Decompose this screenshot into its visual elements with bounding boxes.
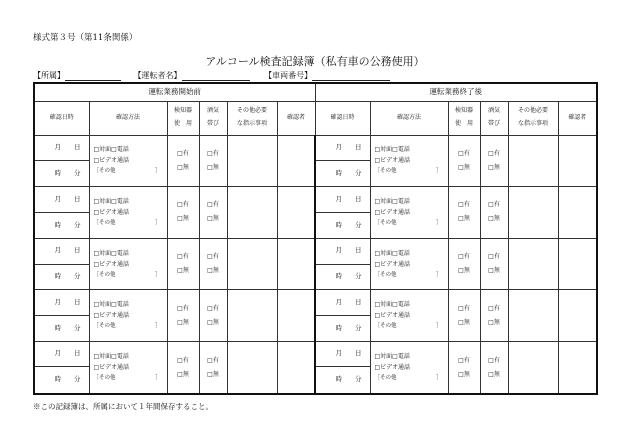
confirmer-cell[interactable] [558,187,597,239]
section-start-header: 運転業務開始前 [34,83,315,101]
alcohol-cell[interactable] [480,187,508,239]
log-body [34,135,597,394]
detector-no-checkbox[interactable]: □無 [458,318,470,326]
detector-no-checkbox[interactable]: □無 [458,163,470,171]
detector-cell[interactable] [167,187,199,239]
alcohol-no-checkbox[interactable]: □無 [207,267,219,275]
detector-yes-checkbox[interactable]: □有 [177,201,189,209]
alcohol-no-checkbox[interactable]: □無 [488,318,500,326]
other-method-field[interactable]: ［その他 ］ [374,219,442,226]
alcohol-yes-checkbox[interactable]: □有 [207,149,219,157]
alcohol-cell[interactable] [480,290,508,342]
video-checkbox[interactable]: □ビデオ通話 [374,157,411,165]
section-end-header: 運転業務終了後 [315,83,597,101]
alcohol-cell[interactable] [480,238,508,290]
instructions-cell[interactable] [508,290,558,342]
time-cell[interactable]: 時 分 [315,212,370,238]
other-method-field[interactable]: ［その他 ］ [93,323,161,330]
video-checkbox[interactable]: □ビデオ通話 [93,312,130,320]
method-cell[interactable] [370,290,448,342]
confirmer-cell[interactable] [277,187,315,239]
alcohol-no-checkbox[interactable]: □無 [207,370,219,378]
detector-cell[interactable] [448,238,480,290]
face-checkbox[interactable]: □対面 [93,146,112,154]
detector-cell[interactable] [167,238,199,290]
time-cell[interactable]: 時 分 [34,212,89,238]
other-method-field[interactable]: ［その他 ］ [93,271,161,278]
instructions-cell[interactable] [508,135,558,187]
detector-no-checkbox[interactable]: □無 [458,370,470,378]
col-confirm-method: 確認方法 [370,101,448,135]
face-checkbox[interactable]: □対面 [374,146,393,154]
face-checkbox[interactable]: □対面 [93,249,112,257]
col-other-instructions: その他必要 な指示事項 [227,101,277,135]
col-detector: 検知器 使 用 [448,101,480,135]
time-cell[interactable]: 時 分 [315,264,370,290]
time-cell[interactable]: 時 分 [34,161,89,187]
method-cell[interactable] [89,135,167,187]
inspection-log-table [33,82,598,395]
phone-checkbox[interactable]: □電話 [392,146,410,154]
instructions-cell[interactable] [227,135,277,187]
video-checkbox[interactable]: □ビデオ通話 [93,208,130,216]
detector-cell[interactable] [448,290,480,342]
other-method-field[interactable]: ［その他 ］ [374,168,442,175]
table-row [34,135,597,161]
detector-yes-checkbox[interactable]: □有 [458,149,470,157]
alcohol-yes-checkbox[interactable]: □有 [488,253,500,261]
alcohol-no-checkbox[interactable]: □無 [488,370,500,378]
col-confirmer: 確認者 [277,101,315,135]
table-row [34,187,597,213]
date-cell[interactable]: 月 日 [34,238,89,264]
alcohol-no-checkbox[interactable]: □無 [488,163,500,171]
alcohol-cell[interactable] [480,342,508,395]
alcohol-yes-checkbox[interactable]: □有 [488,201,500,209]
date-cell[interactable]: 月 日 [34,342,89,367]
video-checkbox[interactable]: □ビデオ通話 [374,260,411,268]
form-number: 様式第３号（第11条関係） [33,33,138,43]
col-alcohol: 酒気 帯び [480,101,508,135]
face-checkbox[interactable]: □対面 [374,249,393,257]
time-cell[interactable]: 時 分 [315,367,370,394]
col-confirmer: 確認者 [558,101,597,135]
method-cell[interactable] [89,238,167,290]
instructions-cell[interactable] [227,290,277,342]
vehicle-field[interactable] [312,71,390,81]
detector-no-checkbox[interactable]: □無 [177,318,189,326]
other-method-field[interactable]: ［その他 ］ [93,375,161,381]
alcohol-yes-checkbox[interactable]: □有 [207,253,219,261]
alcohol-no-checkbox[interactable]: □無 [488,267,500,275]
instructions-cell[interactable] [227,187,277,239]
other-method-field[interactable]: ［その他 ］ [93,219,161,226]
instructions-cell[interactable] [227,342,277,395]
alcohol-no-checkbox[interactable]: □無 [207,318,219,326]
confirmer-cell[interactable] [558,342,597,395]
instructions-cell[interactable] [508,238,558,290]
phone-checkbox[interactable]: □電話 [392,353,410,360]
detector-no-checkbox[interactable]: □無 [177,163,189,171]
header-fields [33,70,390,81]
department-field[interactable] [65,71,121,81]
alcohol-yes-checkbox[interactable]: □有 [488,356,500,364]
phone-checkbox[interactable]: □電話 [111,197,129,205]
date-cell[interactable]: 月 日 [315,187,370,213]
other-method-field[interactable]: ［その他 ］ [93,168,161,175]
alcohol-yes-checkbox[interactable]: □有 [207,304,219,312]
detector-cell[interactable] [167,290,199,342]
col-confirm-datetime: 確認日時 [34,101,89,135]
other-method-field[interactable]: ［その他 ］ [374,323,442,330]
video-checkbox[interactable]: □ビデオ通話 [374,312,411,320]
driver-field[interactable] [182,71,250,81]
alcohol-no-checkbox[interactable]: □無 [207,163,219,171]
alcohol-cell[interactable] [199,238,227,290]
time-cell[interactable]: 時 分 [315,161,370,187]
table-row [34,238,597,264]
face-checkbox[interactable]: □対面 [374,301,393,309]
date-cell[interactable]: 月 日 [315,342,370,367]
confirmer-cell[interactable] [558,238,597,290]
detector-yes-checkbox[interactable]: □有 [177,356,189,364]
alcohol-yes-checkbox[interactable]: □有 [488,149,500,157]
col-other-instructions: その他必要 な指示事項 [508,101,558,135]
detector-no-checkbox[interactable]: □無 [458,215,470,223]
confirmer-cell[interactable] [277,290,315,342]
face-checkbox[interactable]: □対面 [93,197,112,205]
alcohol-no-checkbox[interactable]: □無 [488,215,500,223]
alcohol-cell[interactable] [199,342,227,395]
alcohol-cell[interactable] [480,135,508,187]
confirmer-cell[interactable] [558,135,597,187]
table-row [34,342,597,367]
time-cell[interactable]: 時 分 [34,316,89,342]
phone-checkbox[interactable]: □電話 [392,301,410,309]
detector-cell[interactable] [167,342,199,395]
video-checkbox[interactable]: □ビデオ通話 [93,364,130,371]
method-cell[interactable] [370,342,448,395]
detector-yes-checkbox[interactable]: □有 [458,356,470,364]
detector-cell[interactable] [448,187,480,239]
alcohol-yes-checkbox[interactable]: □有 [207,356,219,364]
detector-yes-checkbox[interactable]: □有 [177,149,189,157]
video-checkbox[interactable]: □ビデオ通話 [374,364,411,371]
face-checkbox[interactable]: □対面 [374,353,393,360]
detector-cell[interactable] [448,342,480,395]
confirmer-cell[interactable] [277,135,315,187]
date-cell[interactable]: 月 日 [315,135,370,161]
col-confirm-method: 確認方法 [89,101,167,135]
detector-cell[interactable] [167,135,199,187]
method-cell[interactable] [370,187,448,239]
face-checkbox[interactable]: □対面 [93,301,112,309]
phone-checkbox[interactable]: □電話 [111,249,129,257]
alcohol-cell[interactable] [199,187,227,239]
driver-label: 【運転者名】 [133,71,182,80]
method-cell[interactable] [89,187,167,239]
confirmer-cell[interactable] [558,290,597,342]
face-checkbox[interactable]: □対面 [374,197,393,205]
date-cell[interactable]: 月 日 [315,238,370,264]
method-cell[interactable] [370,238,448,290]
detector-no-checkbox[interactable]: □無 [458,267,470,275]
confirmer-cell[interactable] [277,342,315,395]
face-checkbox[interactable]: □対面 [93,353,112,360]
phone-checkbox[interactable]: □電話 [392,197,410,205]
page-title: アルコール検査記録簿（私有車の公務使用） [205,55,425,68]
detector-yes-checkbox[interactable]: □有 [177,253,189,261]
time-cell[interactable]: 時 分 [315,316,370,342]
time-cell[interactable]: 時 分 [34,367,89,394]
other-method-field[interactable]: ［その他 ］ [374,375,442,381]
date-cell[interactable]: 月 日 [34,290,89,316]
detector-yes-checkbox[interactable]: □有 [177,304,189,312]
col-alcohol: 酒気 帯び [199,101,227,135]
method-cell[interactable] [89,342,167,395]
department-label: 【所属】 [33,71,65,80]
vehicle-label: 【車両番号】 [264,71,313,80]
phone-checkbox[interactable]: □電話 [392,249,410,257]
confirmer-cell[interactable] [277,238,315,290]
phone-checkbox[interactable]: □電話 [111,301,129,309]
video-checkbox[interactable]: □ビデオ通話 [93,157,130,165]
col-detector: 検知器 使 用 [167,101,199,135]
detector-cell[interactable] [448,135,480,187]
detector-no-checkbox[interactable]: □無 [177,267,189,275]
date-cell[interactable]: 月 日 [34,135,89,161]
instructions-cell[interactable] [227,238,277,290]
table-row [34,290,597,316]
video-checkbox[interactable]: □ビデオ通話 [374,208,411,216]
detector-no-checkbox[interactable]: □無 [177,370,189,378]
alcohol-cell[interactable] [199,135,227,187]
alcohol-yes-checkbox[interactable]: □有 [488,304,500,312]
col-confirm-datetime: 確認日時 [315,101,370,135]
phone-checkbox[interactable]: □電話 [111,353,129,360]
date-cell[interactable]: 月 日 [34,187,89,213]
detector-yes-checkbox[interactable]: □有 [458,253,470,261]
method-cell[interactable] [89,290,167,342]
detector-yes-checkbox[interactable]: □有 [458,304,470,312]
phone-checkbox[interactable]: □電話 [111,146,129,154]
instructions-cell[interactable] [508,187,558,239]
alcohol-cell[interactable] [199,290,227,342]
instructions-cell[interactable] [508,342,558,395]
method-cell[interactable] [370,135,448,187]
date-cell[interactable]: 月 日 [315,290,370,316]
column-header-row [34,101,597,135]
alcohol-no-checkbox[interactable]: □無 [207,215,219,223]
video-checkbox[interactable]: □ビデオ通話 [93,260,130,268]
detector-yes-checkbox[interactable]: □有 [458,201,470,209]
footer-note: ※この記録簿は、所属において１年間保存すること。 [33,402,213,411]
other-method-field[interactable]: ［その他 ］ [374,271,442,278]
alcohol-yes-checkbox[interactable]: □有 [207,201,219,209]
detector-no-checkbox[interactable]: □無 [177,215,189,223]
time-cell[interactable]: 時 分 [34,264,89,290]
